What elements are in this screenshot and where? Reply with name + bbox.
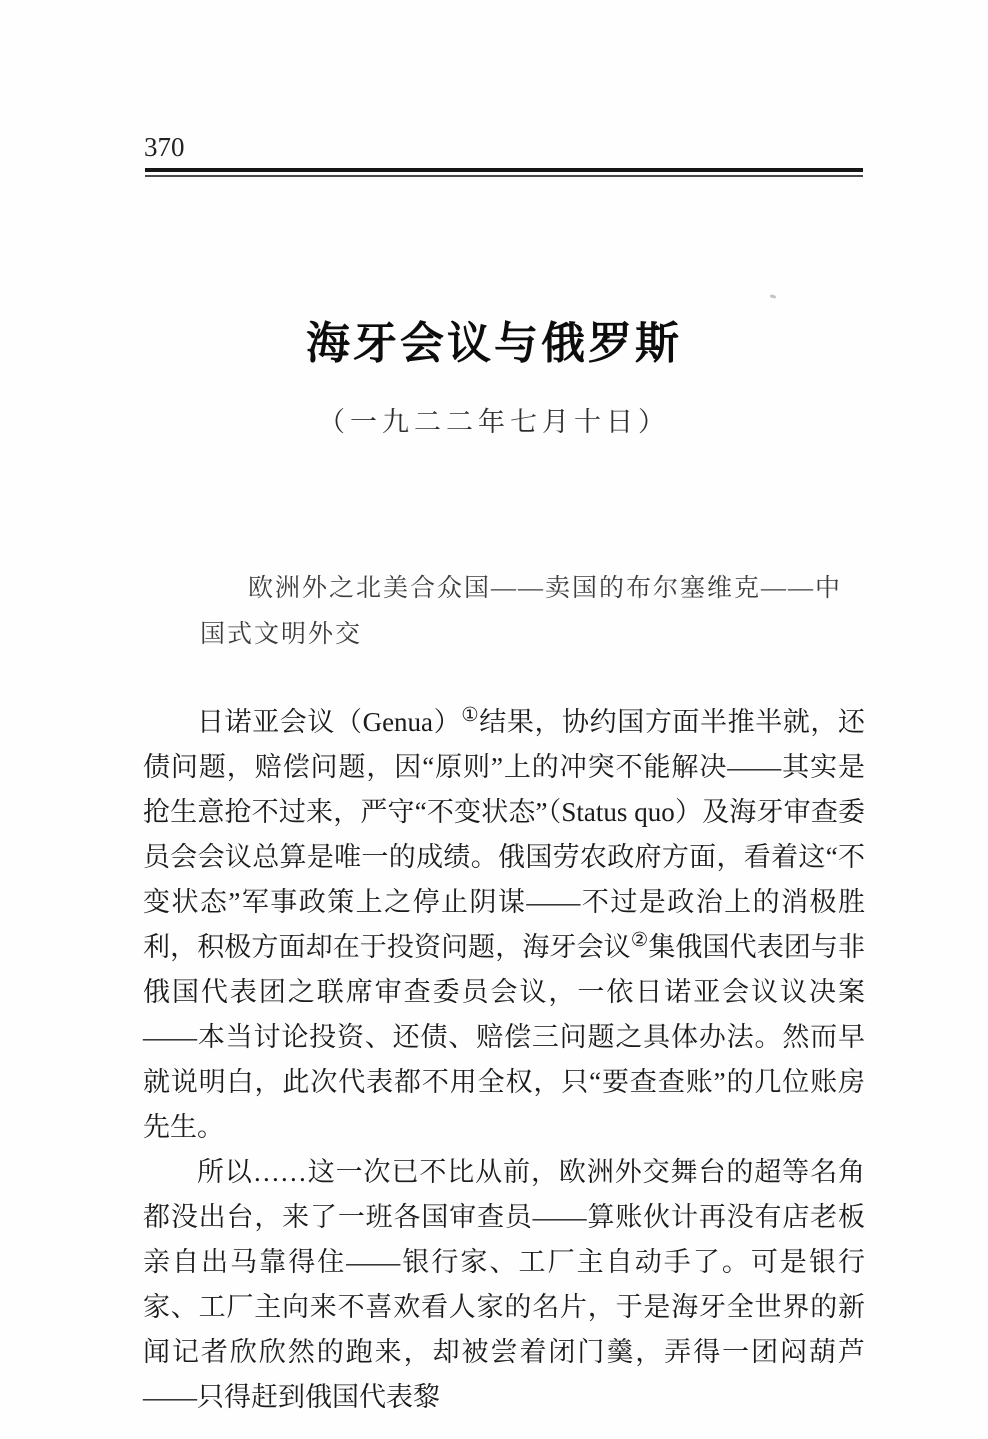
paragraph-1-text: 集俄国代表团与非俄国代表团之联席审查委员会议，一依日诺亚会议议决案——本当讨论投资、还债、赔偿三问题之具体办法。然而早就说明白，此次代表都不用全权，只“要查查账”的几位账房先生。 xyxy=(143,932,866,1142)
footnote-ref-1: ① xyxy=(461,705,480,726)
article-body xyxy=(143,700,865,1420)
paragraph-2 xyxy=(143,1150,865,1420)
article-title: 海牙会议与俄罗斯 xyxy=(306,319,682,368)
article-abstract: 欧洲外之北美合众国——卖国的布尔塞维克——中国式文明外交 xyxy=(200,575,843,648)
paragraph-1-text: 日诺亚会议（Genua） xyxy=(197,707,462,737)
page-number: 370 xyxy=(144,132,185,162)
header-rule xyxy=(145,168,863,177)
article-date: （一九二二年七月十日） xyxy=(318,407,670,437)
paragraph-1-text: 结果，协约国方面半推半就，还债问题，赔偿问题，因“原则”上的冲突不能解决——其实是抢生意抢不过来，严守“不变状态”（Status quo）及海牙审查委员会会议总算是唯一的成绩。俄国劳农政府方面，看着这“不变状态”军事政策上之停止阴谋——不过是政治上的消极胜利，积极方面却在于投资问题，海牙会议 xyxy=(143,707,866,962)
paragraph-1 xyxy=(143,700,865,1150)
footnote-ref-2: ② xyxy=(630,930,649,951)
paragraph-2-text: 所以……这一次已不比从前，欧洲外交舞台的超等名角都没出台，来了一班各国审查员——算账伙计再没有店老板亲自出马靠得住——银行家、工厂主自动手了。可是银行家、工厂主向来不喜欢看人家的名片，于是海牙全世界的新闻记者欣欣然的跑来，却被尝着闭门羹，弄得一团闷葫芦——只得赶到俄国代表黎 xyxy=(143,1157,865,1412)
scan-artifact xyxy=(770,294,777,299)
